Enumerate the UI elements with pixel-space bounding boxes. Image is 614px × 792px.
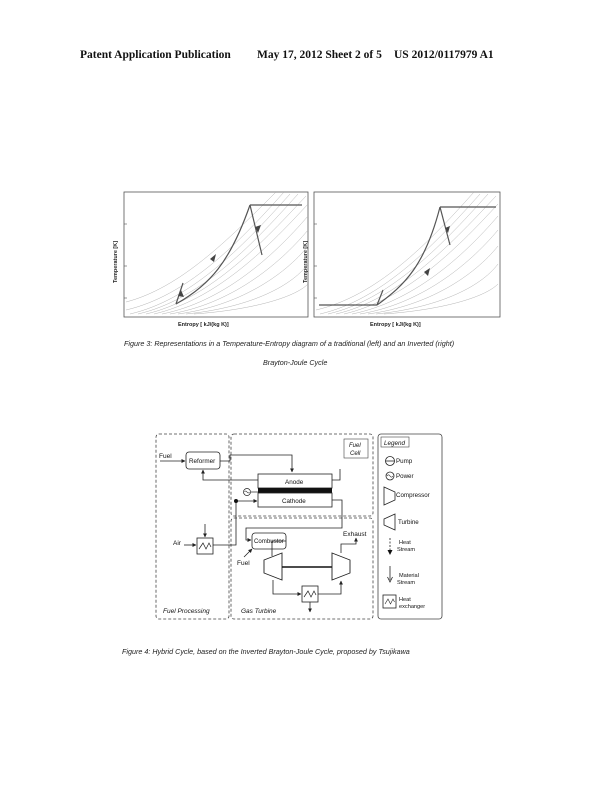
legend-heat-stream-label: Heat	[399, 540, 411, 546]
fuel-processing-label: Fuel Processing	[163, 608, 210, 615]
legend-heat-exchanger-label: Heat	[399, 597, 411, 603]
compressor-icon	[384, 487, 395, 505]
turbine-shape	[264, 553, 282, 580]
figure4-caption: Figure 4: Hybrid Cycle, based on the Inverted Brayton-Joule Cycle, proposed by Tsujikawa	[122, 647, 410, 656]
compressor-exhaust-stream	[341, 538, 356, 553]
legend-power-label: Power	[396, 473, 414, 480]
patent-number: US 2012/0117979 A1	[394, 49, 494, 61]
anode-label: Anode	[285, 479, 304, 486]
heat-stream-arrowhead	[388, 550, 393, 555]
turbine-exhaust-to-hx	[273, 580, 301, 594]
fuel-bottom-label: Fuel	[237, 560, 250, 567]
figure3-caption-line1: Figure 3: Representations in a Temperature-Entropy diagram of a traditional (left) and an Inverted (right)	[124, 339, 455, 348]
exhaust-label: Exhaust	[343, 531, 367, 538]
legend-material-stream-label-line2: Stream	[397, 580, 416, 586]
junction-dot	[234, 499, 238, 503]
fuel-cell-label-line2: Cell	[350, 451, 361, 457]
electrolyte-layer	[258, 488, 332, 493]
fuel-label: Fuel	[159, 453, 172, 460]
compressor-shape	[332, 553, 350, 580]
y-axis-label: Temperature [K]	[113, 240, 119, 283]
legend-heat-exchanger-label-line2: exchanger	[399, 604, 426, 610]
cell-exhaust-to-reformer	[203, 470, 258, 480]
legend-compressor-label: Compressor	[396, 492, 430, 499]
air-to-cathode-stream	[213, 501, 257, 545]
x-axis-label: Entropy [ kJ/(kg K)]	[370, 322, 421, 328]
fuel-to-combustor	[244, 549, 252, 557]
gas-turbine-label: Gas Turbine	[241, 608, 277, 615]
legend-turbine-label: Turbine	[398, 519, 419, 526]
legend-title: Legend	[384, 440, 406, 447]
x-axis-label: Entropy [ kJ/(kg K)]	[178, 322, 229, 328]
y-axis-label: Temperature [K]	[303, 240, 309, 283]
air-label: Air	[173, 540, 181, 547]
legend-pump-label: Pump	[396, 458, 413, 465]
combustor-label: Combustor	[254, 538, 284, 545]
legend-heat-stream-label-line2: Stream	[397, 547, 416, 553]
cathode-label: Cathode	[282, 498, 306, 505]
figure3-caption-line2: Brayton-Joule Cycle	[263, 358, 328, 367]
anode-exhaust-to-combustor	[332, 469, 340, 480]
reformer-label: Reformer	[189, 458, 216, 465]
turbine-icon	[384, 514, 395, 530]
publication-label: Patent Application Publication	[80, 49, 231, 61]
hx-to-compressor	[318, 581, 341, 594]
date-sheet-label: May 17, 2012 Sheet 2 of 5	[257, 49, 382, 61]
legend-material-stream-label: Material	[399, 573, 419, 579]
fuel-cell-label: Fuel	[349, 443, 361, 449]
